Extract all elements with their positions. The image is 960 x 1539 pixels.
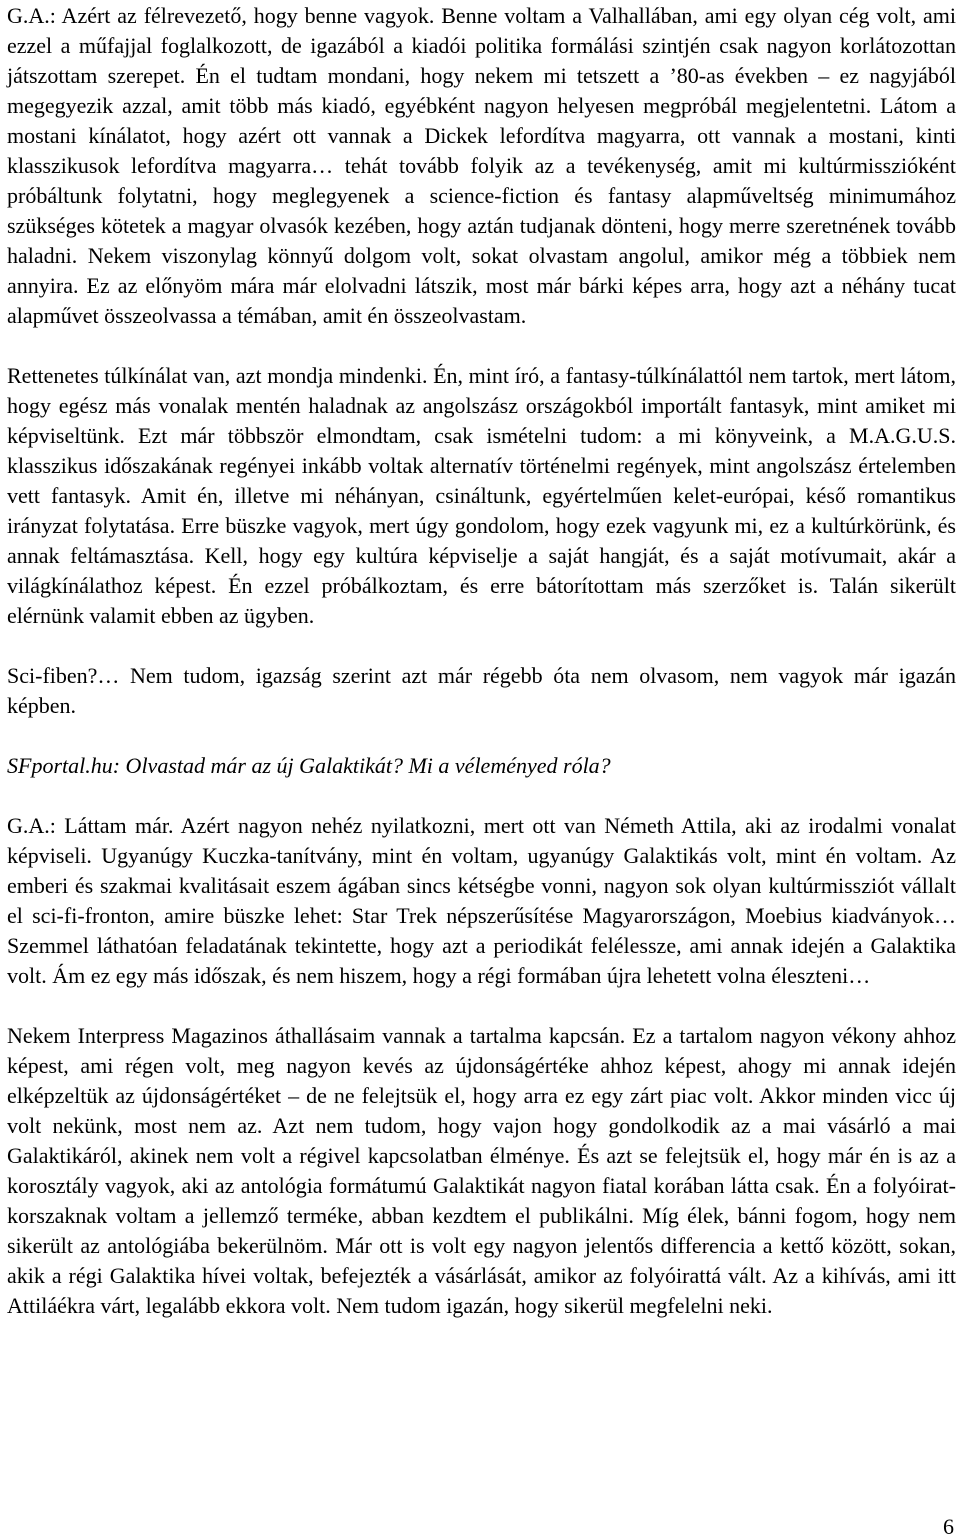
- paragraph-answer-galaktika: G.A.: Láttam már. Azért nagyon nehéz nyilatkozni, mert ott van Németh Attila, aki az irodalmi vonalat képviseli. Ugyanúgy Kuczka-tanítvány, mint én voltam, ugyanúgy Galaktikás volt, mint én voltam. Az emberi és szakmai kvalitásait eszem ágában sincs kétségbe vonni, nagyon sok olyan kultúrmissziót vállalt el sci-fi-fronton, amire büszke lehet: Star Trek népszerűsítése Magyarországon, Moebius kiadványok… Szemmel láthatóan feladatának tekintette, hogy azt a periodikát felélessze, ami annak idején a Galaktika volt. Ám ez egy más időszak, és nem hiszem, hogy a régi formában újra lehetett volna éleszteni…: [7, 813, 956, 988]
- document-body: [7, 1, 956, 1351]
- page-number: 6: [943, 1514, 954, 1539]
- paragraph-answer-fantasy-oversupply: Rettenetes túlkínálat van, azt mondja mindenki. Én, mint író, a fantasy-túlkínálattól nem tartok, mert látom, hogy egész más vonalak mentén haladnak az angolszász országokból importált fantasyk, mint amiket mi képviseltünk. Ezt már többször elmondtam, csak ismételni tudom: a mi könyveink, a M.A.G.U.S. klasszikus időszakának regényei inkább voltak alternatív történelmi regények, mint angolszász értelemben vett fantasyk. Amit én, illetve mi néhányan, csináltunk, egyértelműen kelet-európai, késő romantikus irányzat folytatása. Erre büszke vagyok, mert úgy gondolom, hogy ezek vagyunk mi, ez a kultúrkörünk, és annak feltámasztása. Kell, hogy egy kultúra képviselje a saját hangját, és a saját motívumait, akár a világkínálathoz képest. Én ezzel próbálkoztam, és erre bátorítottam más szerzőket is. Talán sikerült elérnünk valamit ebben az ügyben.: [7, 363, 956, 628]
- paragraph-answer-valhalla: G.A.: Azért az félrevezető, hogy benne vagyok. Benne voltam a Valhallában, ami egy olyan cég volt, ami ezzel a műfajjal foglalkozott, de igazából a kiadói politika formálási szintjén csak nagyon korlátozottan játszottam szerepet. Én el tudtam mondani, hogy nekem mi tetszett a ’80-as években – ez nagyjából megegyezik azzal, amit több más kiadó, egyébként nagyon helyesen megpróbál megjelentetni. Látom a mostani kínálatot, hogy azért ott vannak a Dickek lefordítva magyarra, ott vannak a mostani, kinti klasszikusok lefordítva magyarra… tehát tovább folyik az a tevékenység, amit mi kultúrmisszióként próbáltunk folytatni, hogy meglegyenek a science-fiction és fantasy alapműveltség minimumához szükséges kötetek a magyar olvasók kezében, hogy aztán tudjanak dönteni, hogy merre szeretnének tovább haladni. Nekem viszonylag könnyű dolgom volt, sokat olvastam angolul, amikor még a többiek nem annyira. Ez az előnyöm mára már elolvadni látszik, most már bárki képes arra, hogy azt a néhány tucat alapművet összeolvassa a témában, amit én összeolvastam.: [7, 3, 956, 328]
- paragraph-answer-interpress: Nekem Interpress Magazinos áthallásaim vannak a tartalma kapcsán. Ez a tartalom nagyon vékony ahhoz képest, ami régen volt, meg nagyon kevés az újdonságértéke ahhoz képest, ahogy mi annak idején elképzeltük az újdonságértéket – de ne felejtsük el, hogy arra ez egy zárt piac volt. Akkor minden vicc új volt nekünk, most nem az. Azt nem tudom, hogy vajon hogy gondolkodik az a mai vásárló a mai Galaktikáról, akinek nem volt a régivel kapcsolatban élménye. És azt se felejtsük el, hogy már én is az a korosztály vagyok, aki az antológia formátumú Galaktikát nagyon fiatal korában látta csak. Én a folyóirat-korszaknak voltam a jellemző terméke, abban kezdtem el publikálni. Míg élek, bánni fogom, hogy nem sikerült az antológiába bekerülnöm. Már ott is volt egy nagyon jelentős differencia a kettő között, sokan, akik a régi Galaktika hívei voltak, befejezték a vásárlását, amikor az folyóirattá vált. Az a kihívás, ami itt Attiláékra várt, legalább ekkora volt. Nem tudom igazán, hogy sikerül megfelelni neki.: [7, 1023, 956, 1318]
- paragraph-answer-sci-fi: Sci-fiben?… Nem tudom, igazság szerint azt már régebb óta nem olvasom, nem vagyok már igazán képben.: [7, 663, 956, 718]
- paragraph-question-galaktika: SFportal.hu: Olvastad már az új Galaktikát? Mi a véleményed róla?: [7, 753, 611, 778]
